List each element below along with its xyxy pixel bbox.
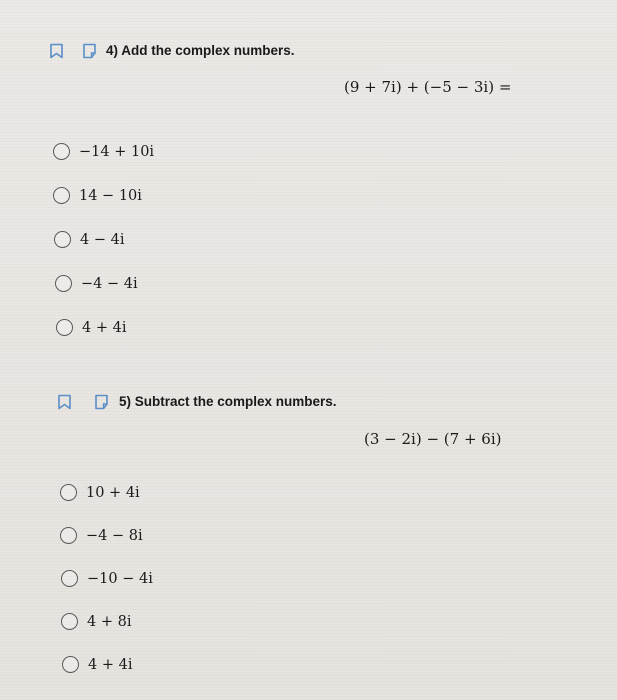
radio-button[interactable] (60, 484, 77, 501)
answer-option[interactable] (55, 275, 138, 292)
radio-button[interactable] (61, 613, 78, 630)
flag-icon[interactable] (82, 43, 97, 58)
bookmark-icon[interactable] (49, 43, 64, 58)
question-expression: (3 − 2i) − (7 + 6i) (364, 430, 502, 448)
answer-option[interactable] (62, 656, 132, 673)
question-expression: (9 + 7i) + (−5 − 3i) = (344, 78, 512, 96)
answer-option[interactable] (53, 187, 142, 204)
bookmark-icon[interactable] (57, 394, 72, 409)
answer-label: 10 + 4i (86, 484, 140, 501)
flag-icon[interactable] (94, 394, 109, 409)
answer-option[interactable] (56, 319, 126, 336)
radio-button[interactable] (54, 231, 71, 248)
radio-button[interactable] (55, 275, 72, 292)
answer-option[interactable] (53, 143, 154, 160)
radio-button[interactable] (56, 319, 73, 336)
answer-label: 4 + 4i (88, 656, 133, 673)
answer-option[interactable] (60, 527, 143, 544)
radio-button[interactable] (61, 570, 78, 587)
question-title: 5) Subtract the complex numbers. (119, 394, 337, 409)
answer-label: −4 − 8i (86, 527, 143, 544)
question-title: 4) Add the complex numbers. (106, 43, 295, 58)
answer-option[interactable] (61, 613, 131, 630)
answer-label: 4 + 8i (87, 613, 132, 630)
answer-label: 14 − 10i (79, 187, 142, 204)
answer-label: −14 + 10i (79, 143, 155, 160)
radio-button[interactable] (53, 143, 70, 160)
question-header (49, 43, 295, 58)
answer-label: 4 + 4i (82, 319, 127, 336)
radio-button[interactable] (62, 656, 79, 673)
answer-label: −10 − 4i (87, 570, 153, 587)
answer-option[interactable] (54, 231, 124, 248)
answer-option[interactable] (60, 484, 140, 501)
answer-label: 4 − 4i (80, 231, 125, 248)
radio-button[interactable] (60, 527, 77, 544)
question-header (57, 394, 337, 409)
radio-button[interactable] (53, 187, 70, 204)
answer-option[interactable] (61, 570, 153, 587)
answer-label: −4 − 4i (81, 275, 138, 292)
